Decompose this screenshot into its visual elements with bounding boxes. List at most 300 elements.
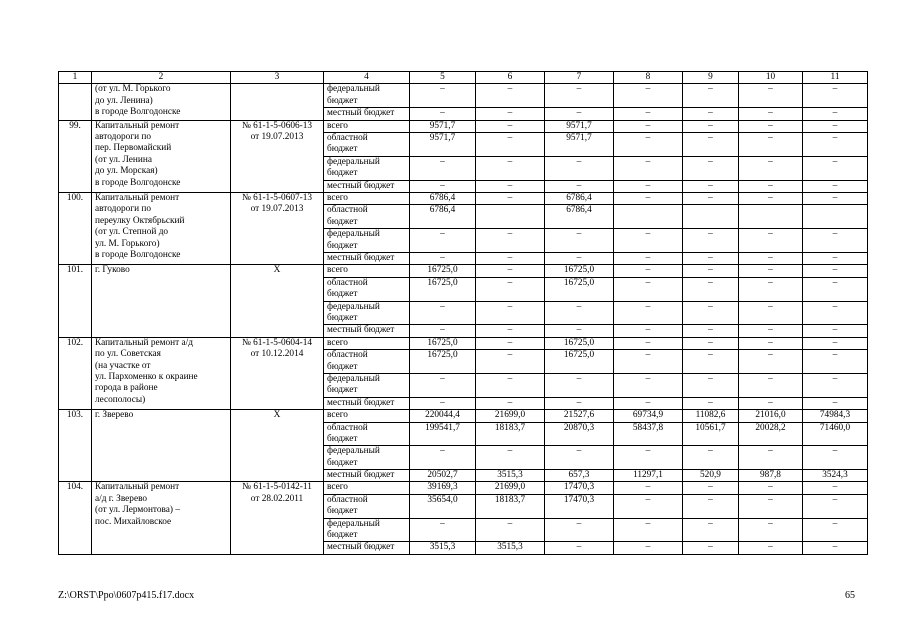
funding-source: [324, 410, 410, 422]
funding-source-line: федеральный: [327, 156, 380, 167]
object-name: [92, 265, 231, 337]
value-cell: –: [476, 277, 545, 301]
funding-source-line: всего: [327, 120, 348, 131]
object-name-line: до ул. Морская): [95, 166, 158, 177]
value-cell: –: [683, 229, 739, 253]
value-cell: –: [739, 337, 803, 349]
value-cell: 21016,0: [739, 410, 803, 422]
value-cell: –: [476, 265, 545, 277]
value-cell: [803, 205, 868, 229]
funding-source-line: федеральный: [327, 84, 380, 95]
value-cell: –: [683, 156, 739, 180]
value-cell: –: [476, 350, 545, 374]
header-cell: 3: [231, 72, 324, 84]
value-cell: –: [683, 277, 739, 301]
value-cell: –: [683, 350, 739, 374]
funding-source-line: местный бюджет: [327, 470, 395, 481]
object-name-line: (от ул. Ленина: [95, 154, 152, 165]
value-cell: –: [683, 482, 739, 494]
value-cell: –: [739, 350, 803, 374]
value-cell: 18183,7: [476, 494, 545, 518]
value-cell: 220044,4: [410, 410, 476, 422]
value-cell: 3524,3: [803, 470, 868, 482]
value-cell: –: [803, 446, 868, 470]
value-cell: –: [614, 277, 683, 301]
value-cell: –: [545, 252, 614, 264]
funding-source-line: федеральный: [327, 373, 380, 384]
value-cell: –: [739, 133, 803, 157]
value-cell: –: [739, 373, 803, 397]
funding-source: [324, 108, 410, 120]
value-cell: –: [545, 325, 614, 337]
value-cell: –: [803, 156, 868, 180]
row-number: [59, 84, 92, 120]
document-ref-line: № 61-1-5-0606-13: [241, 120, 313, 131]
value-cell: [739, 205, 803, 229]
funding-source: [324, 542, 410, 554]
value-cell: –: [683, 542, 739, 554]
funding-source-line: бюджет: [327, 95, 358, 106]
value-cell: –: [545, 446, 614, 470]
value-cell: 6786,4: [545, 192, 614, 204]
value-cell: –: [476, 397, 545, 409]
funding-source-line: всего: [327, 482, 348, 493]
value-cell: –: [614, 265, 683, 277]
value-cell: –: [739, 84, 803, 108]
value-cell: –: [683, 108, 739, 120]
value-cell: –: [410, 108, 476, 120]
value-cell: –: [683, 180, 739, 192]
value-cell: –: [683, 397, 739, 409]
value-cell: –: [410, 301, 476, 325]
document-ref-line: от 19.07.2013: [250, 204, 304, 215]
value-cell: –: [545, 518, 614, 542]
header-cell: 5: [410, 72, 476, 84]
funding-source-line: бюджет: [327, 312, 358, 323]
funding-source: [324, 397, 410, 409]
value-cell: –: [803, 192, 868, 204]
value-cell: –: [614, 373, 683, 397]
value-cell: –: [476, 229, 545, 253]
table-row: [59, 84, 868, 108]
value-cell: 58437,8: [614, 422, 683, 446]
funding-source: [324, 252, 410, 264]
value-cell: –: [476, 180, 545, 192]
value-cell: –: [739, 120, 803, 132]
value-cell: –: [476, 446, 545, 470]
value-cell: 6786,4: [545, 205, 614, 229]
object-name-line: пос. Михайловское: [95, 516, 172, 527]
funding-source: [324, 482, 410, 494]
value-cell: 10561,7: [683, 422, 739, 446]
value-cell: –: [410, 446, 476, 470]
object-name: [92, 337, 231, 409]
value-cell: –: [410, 252, 476, 264]
value-cell: –: [803, 133, 868, 157]
value-cell: –: [545, 108, 614, 120]
header-cell: 10: [739, 72, 803, 84]
value-cell: –: [683, 325, 739, 337]
value-cell: –: [476, 192, 545, 204]
row-number: 103.: [59, 410, 92, 482]
value-cell: –: [683, 84, 739, 108]
funding-source: [324, 120, 410, 132]
value-cell: –: [476, 301, 545, 325]
value-cell: –: [739, 325, 803, 337]
header-cell: 1: [59, 72, 92, 84]
document-ref: [231, 265, 324, 337]
value-cell: –: [614, 301, 683, 325]
value-cell: 16725,0: [545, 265, 614, 277]
funding-source: [324, 518, 410, 542]
funding-source-line: федеральный: [327, 301, 380, 312]
value-cell: –: [476, 84, 545, 108]
value-cell: –: [683, 192, 739, 204]
value-cell: –: [545, 229, 614, 253]
value-cell: –: [614, 337, 683, 349]
value-cell: 3515,3: [476, 542, 545, 554]
value-cell: –: [739, 156, 803, 180]
value-cell: –: [739, 108, 803, 120]
document-ref-line: Х: [273, 265, 281, 276]
funding-source-line: всего: [327, 192, 348, 203]
value-cell: 17470,3: [545, 494, 614, 518]
funding-source-line: местный бюджет: [327, 180, 395, 191]
table-row: [59, 120, 868, 132]
value-cell: [614, 205, 683, 229]
value-cell: 3515,3: [410, 542, 476, 554]
value-cell: 9571,7: [410, 133, 476, 157]
object-name-line: г. Гуково: [95, 265, 130, 276]
row-number: 102.: [59, 337, 92, 409]
value-cell: –: [739, 542, 803, 554]
value-cell: –: [739, 252, 803, 264]
value-cell: –: [614, 350, 683, 374]
header-row: [59, 72, 868, 84]
value-cell: –: [614, 325, 683, 337]
funding-source-line: бюджет: [327, 144, 358, 155]
header-cell: 2: [92, 72, 231, 84]
value-cell: –: [614, 397, 683, 409]
value-cell: –: [614, 133, 683, 157]
funding-source-line: федеральный: [327, 229, 380, 240]
funding-source: [324, 422, 410, 446]
funding-source-line: бюджет: [327, 289, 358, 300]
row-number: 99.: [59, 120, 92, 192]
funding-source-line: всего: [327, 410, 348, 421]
object-name-line: в городе Волгодонске: [95, 177, 181, 188]
value-cell: –: [683, 133, 739, 157]
document-ref: [231, 192, 324, 264]
funding-source-line: всего: [327, 265, 348, 276]
value-cell: –: [545, 397, 614, 409]
funding-source: [324, 446, 410, 470]
value-cell: –: [803, 482, 868, 494]
funding-source: [324, 133, 410, 157]
value-cell: 69734,9: [614, 410, 683, 422]
value-cell: 16725,0: [410, 265, 476, 277]
value-cell: –: [803, 518, 868, 542]
value-cell: –: [683, 120, 739, 132]
value-cell: –: [614, 446, 683, 470]
value-cell: –: [476, 518, 545, 542]
value-cell: 74984,3: [803, 410, 868, 422]
value-cell: –: [739, 277, 803, 301]
object-name: [92, 192, 231, 264]
value-cell: –: [739, 265, 803, 277]
value-cell: –: [476, 373, 545, 397]
funding-source: [324, 180, 410, 192]
object-name-line: г. Зверево: [95, 410, 134, 421]
funding-source-line: бюджет: [327, 530, 358, 541]
value-cell: –: [803, 542, 868, 554]
table-row: [59, 410, 868, 422]
funding-source-line: федеральный: [327, 518, 380, 529]
value-cell: 20502,7: [410, 470, 476, 482]
value-cell: –: [614, 229, 683, 253]
value-cell: 16725,0: [410, 337, 476, 349]
object-name-line: (от ул. М. Горького: [95, 84, 171, 95]
value-cell: 520,9: [683, 470, 739, 482]
value-cell: –: [614, 542, 683, 554]
table-row: [59, 482, 868, 494]
object-name-line: по ул. Советская: [95, 349, 161, 360]
funding-source-line: бюджет: [327, 168, 358, 179]
value-cell: –: [803, 301, 868, 325]
value-cell: 657,3: [545, 470, 614, 482]
document-ref: [231, 120, 324, 192]
value-cell: –: [545, 373, 614, 397]
funding-source-line: федеральный: [327, 446, 380, 457]
object-name-line: ул. Пархоменко к окраине: [95, 371, 198, 382]
value-cell: –: [683, 446, 739, 470]
value-cell: 21699,0: [476, 482, 545, 494]
value-cell: –: [410, 180, 476, 192]
value-cell: –: [476, 156, 545, 180]
value-cell: –: [683, 373, 739, 397]
value-cell: –: [803, 108, 868, 120]
funding-source: [324, 325, 410, 337]
funding-source-line: местный бюджет: [327, 397, 395, 408]
document-ref-line: № 61-1-5-0604-14: [241, 337, 313, 348]
funding-source-line: бюджет: [327, 385, 358, 396]
document-ref-line: № 61-1-5-0142-11: [242, 482, 312, 493]
funding-source-line: бюджет: [327, 433, 358, 444]
value-cell: –: [803, 252, 868, 264]
object-name: [92, 482, 231, 554]
funding-source-line: всего: [327, 337, 348, 348]
funding-source: [324, 470, 410, 482]
file-path: Z:\ORST\Ppo\0607p415.f17.docx: [58, 590, 195, 601]
value-cell: –: [410, 84, 476, 108]
funding-source-line: бюджет: [327, 361, 358, 372]
value-cell: 35654,0: [410, 494, 476, 518]
funding-source-line: местный бюджет: [327, 325, 395, 336]
document-ref: [231, 84, 324, 120]
value-cell: –: [614, 252, 683, 264]
value-cell: 16725,0: [410, 350, 476, 374]
object-name-line: пер. Первомайский: [95, 143, 172, 154]
value-cell: –: [410, 325, 476, 337]
funding-source: [324, 205, 410, 229]
table-row: [59, 192, 868, 204]
funding-source: [324, 229, 410, 253]
document-ref-line: № 61-1-5-0607-13: [241, 192, 313, 203]
value-cell: 39169,3: [410, 482, 476, 494]
value-cell: –: [683, 518, 739, 542]
value-cell: 20870,3: [545, 422, 614, 446]
object-name-line: (на участке от: [95, 360, 151, 371]
value-cell: –: [803, 277, 868, 301]
funding-source: [324, 373, 410, 397]
value-cell: 16725,0: [410, 277, 476, 301]
funding-source-line: бюджет: [327, 240, 358, 251]
document-ref: [231, 410, 324, 482]
value-cell: 11082,6: [683, 410, 739, 422]
object-name-line: в городе Волгодонске: [95, 107, 181, 118]
value-cell: 18183,7: [476, 422, 545, 446]
object-name-line: (от ул. Степной до: [95, 227, 169, 238]
object-name-line: Капитальный ремонт: [95, 482, 180, 493]
value-cell: –: [614, 192, 683, 204]
object-name-line: Капитальный ремонт а/д: [95, 337, 193, 348]
row-number: 101.: [59, 265, 92, 337]
value-cell: –: [803, 337, 868, 349]
document-ref-line: Х: [273, 410, 281, 421]
value-cell: 9571,7: [545, 133, 614, 157]
funding-source: [324, 192, 410, 204]
header-cell: 6: [476, 72, 545, 84]
funding-source: [324, 494, 410, 518]
value-cell: –: [476, 120, 545, 132]
value-cell: –: [614, 120, 683, 132]
value-cell: –: [803, 229, 868, 253]
table-row: [59, 265, 868, 277]
object-name: [92, 84, 231, 120]
value-cell: 3515,3: [476, 470, 545, 482]
budget-table: [58, 71, 868, 555]
funding-source: [324, 84, 410, 108]
document-ref-line: от 10.12.2014: [250, 349, 304, 360]
value-cell: –: [476, 133, 545, 157]
value-cell: 987,8: [739, 470, 803, 482]
value-cell: –: [545, 156, 614, 180]
object-name-line: автодороги по: [95, 204, 152, 215]
value-cell: –: [803, 180, 868, 192]
funding-source-line: областной: [327, 422, 368, 433]
funding-source: [324, 350, 410, 374]
funding-source-line: местный бюджет: [327, 252, 395, 263]
object-name-line: (от ул. Лермонтова) –: [95, 505, 180, 516]
header-cell: 7: [545, 72, 614, 84]
funding-source-line: бюджет: [327, 457, 358, 468]
value-cell: –: [803, 265, 868, 277]
value-cell: –: [614, 180, 683, 192]
value-cell: 11297,1: [614, 470, 683, 482]
funding-source-line: местный бюджет: [327, 108, 395, 119]
object-name: [92, 410, 231, 482]
funding-source-line: областной: [327, 494, 368, 505]
value-cell: –: [739, 229, 803, 253]
value-cell: –: [476, 325, 545, 337]
object-name-line: Капитальный ремонт: [95, 192, 180, 203]
value-cell: –: [803, 120, 868, 132]
page-number: 65: [845, 590, 855, 601]
value-cell: [683, 205, 739, 229]
row-number: 104.: [59, 482, 92, 554]
object-name-line: Капитальный ремонт: [95, 120, 180, 131]
value-cell: –: [739, 397, 803, 409]
value-cell: 21527,6: [545, 410, 614, 422]
funding-source-line: областной: [327, 133, 368, 143]
value-cell: –: [803, 494, 868, 518]
value-cell: –: [545, 180, 614, 192]
value-cell: –: [545, 542, 614, 554]
object-name-line: ул. М. Горького): [95, 238, 160, 249]
object-name-line: в городе Волгодонске: [95, 249, 181, 260]
value-cell: –: [614, 108, 683, 120]
funding-source: [324, 277, 410, 301]
value-cell: –: [803, 373, 868, 397]
value-cell: 6786,4: [410, 205, 476, 229]
object-name-line: а/д г. Зверево: [95, 493, 148, 504]
value-cell: –: [545, 84, 614, 108]
funding-source: [324, 156, 410, 180]
value-cell: –: [614, 84, 683, 108]
header-cell: 8: [614, 72, 683, 84]
value-cell: –: [803, 84, 868, 108]
table-body: [59, 72, 868, 555]
value-cell: –: [410, 397, 476, 409]
value-cell: 199541,7: [410, 422, 476, 446]
header-cell: 9: [683, 72, 739, 84]
value-cell: –: [739, 482, 803, 494]
value-cell: –: [683, 301, 739, 325]
value-cell: –: [410, 156, 476, 180]
value-cell: 71460,0: [803, 422, 868, 446]
value-cell: –: [476, 337, 545, 349]
funding-source-line: бюджет: [327, 506, 358, 517]
funding-source: [324, 301, 410, 325]
funding-source: [324, 337, 410, 349]
object-name-line: автодороги по: [95, 131, 152, 142]
document-ref: [231, 337, 324, 409]
value-cell: [476, 205, 545, 229]
value-cell: –: [476, 108, 545, 120]
value-cell: –: [410, 229, 476, 253]
value-cell: –: [683, 494, 739, 518]
value-cell: 16725,0: [545, 277, 614, 301]
value-cell: –: [683, 252, 739, 264]
value-cell: –: [683, 337, 739, 349]
document-ref: [231, 482, 324, 554]
value-cell: 17470,3: [545, 482, 614, 494]
value-cell: –: [739, 494, 803, 518]
value-cell: –: [614, 494, 683, 518]
object-name-line: до ул. Ленина): [95, 95, 153, 106]
value-cell: –: [803, 325, 868, 337]
value-cell: –: [739, 180, 803, 192]
row-number: 100.: [59, 192, 92, 264]
value-cell: –: [803, 397, 868, 409]
value-cell: 16725,0: [545, 350, 614, 374]
document-ref-line: от 19.07.2013: [250, 131, 304, 142]
object-name-line: города в районе: [95, 383, 158, 394]
value-cell: –: [410, 518, 476, 542]
funding-source: [324, 265, 410, 277]
value-cell: –: [739, 518, 803, 542]
funding-source-line: областной: [327, 277, 368, 288]
